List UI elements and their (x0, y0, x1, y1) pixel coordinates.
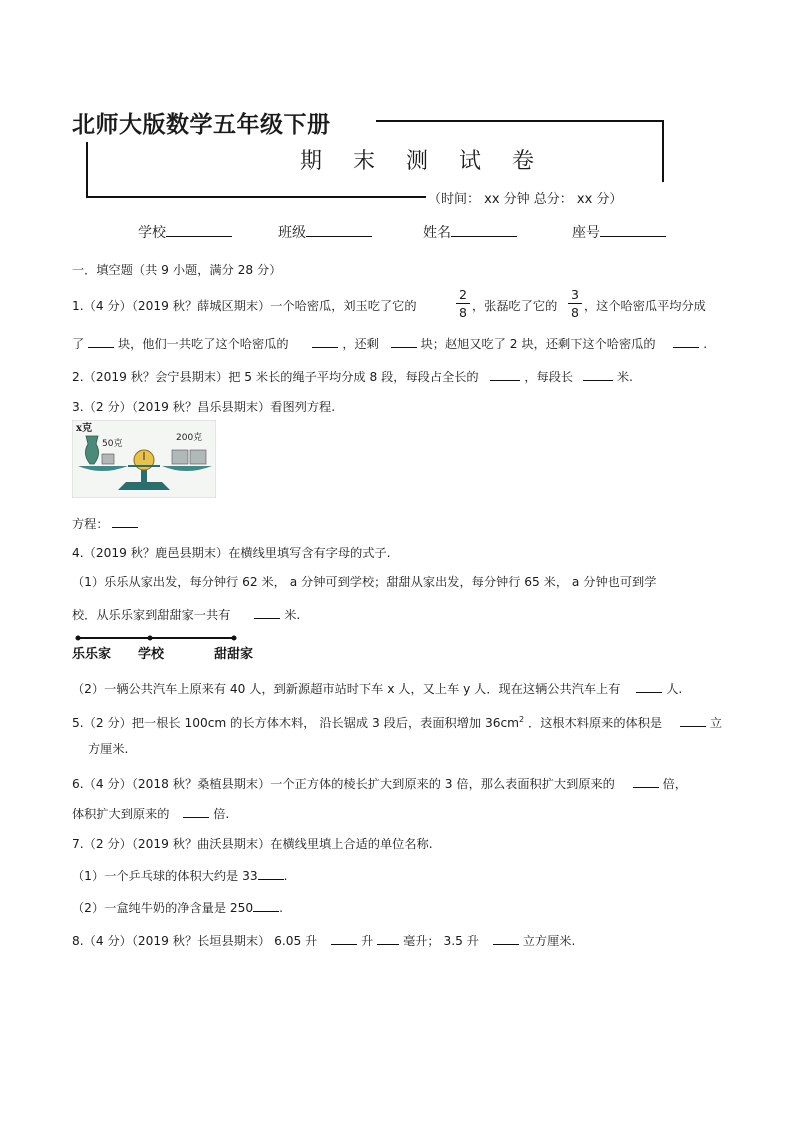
q3: 3.（2 分）（2019 秋？昌乐县期末）看图列方程. (72, 400, 336, 414)
q6-line2-b: 倍. (213, 807, 230, 821)
route-label-tiantian: 甜甜家 (214, 647, 254, 662)
q8-b: 升 (361, 934, 374, 948)
q4-2-b: 人. (666, 682, 683, 696)
q1-text-c: ，这个哈密瓜平均分成 (584, 299, 706, 313)
header-right-rule (662, 120, 664, 182)
field-seat-blank[interactable] (600, 222, 666, 237)
q1-fraction-2-numerator: 3 (571, 287, 579, 302)
q7-2 (72, 897, 283, 916)
q8-a: 8.（4 分）（2019 秋？长垣县期末） 6.05 升 (72, 934, 318, 948)
q7-1-a: （1）一个乒乓球的体积大约是 33 (72, 869, 258, 883)
q6-line2-a: 体积扩大到原来的 (72, 807, 170, 821)
field-school (138, 222, 232, 242)
q1-fraction-1-bar (456, 303, 470, 304)
q1-fraction-1 (456, 287, 470, 320)
q5 (72, 712, 722, 731)
section-heading: 一．填空题（共 9 小题，满分 28 分） (72, 263, 282, 277)
q2-text-b: ，每段长 (524, 370, 574, 384)
q1-fraction-2-denominator: 8 (571, 305, 579, 320)
q6-line2 (72, 803, 229, 822)
q5-b: ．这根木料原来的体积是 (528, 716, 663, 730)
q3-answer-label: 方程： (72, 517, 109, 531)
q7-2-b: . (279, 901, 284, 915)
q6-blank-2[interactable] (183, 803, 209, 818)
field-name (423, 222, 517, 242)
q7-2-a: （2）一盒纯牛奶的净含量是 250 (72, 901, 254, 915)
q4-1-line2-a: 校．从乐乐家到甜甜家一共有 (72, 608, 231, 622)
q8-blank-2[interactable] (377, 930, 399, 945)
q3-label-x: x克 (76, 423, 92, 434)
q2 (72, 366, 633, 385)
q6 (72, 773, 687, 792)
q3-answer (72, 513, 138, 532)
q1-line2-d: 块；赵旭又吃了 2 块，还剩下这个哈密瓜的 (420, 337, 656, 351)
q1-fraction-1-denominator: 8 (459, 305, 467, 320)
q8-blank-3[interactable] (493, 930, 519, 945)
q4-blank-2[interactable] (636, 678, 662, 693)
q5-blank[interactable] (680, 712, 706, 727)
q3-label-50: 50克 (102, 439, 123, 449)
q7: 7.（2 分）（2019 秋？曲沃县期末）在横线里填上合适的单位名称. (72, 837, 433, 851)
q1-line2-c: ，还剩 (342, 337, 379, 351)
q1-line2-a: 了 (72, 337, 85, 351)
q1-fraction-1-numerator: 2 (459, 287, 467, 302)
exam-title: 北师大版数学五年级下册 (72, 112, 331, 138)
q2-blank-2[interactable] (583, 366, 613, 381)
field-seat-label: 座号 (572, 225, 600, 241)
field-school-label: 学校 (138, 225, 166, 241)
field-name-label: 姓名 (423, 225, 451, 241)
q1-fraction-2-bar (568, 303, 582, 304)
q7-1 (72, 865, 287, 884)
q4-2 (72, 678, 682, 697)
q1-blank-4[interactable] (673, 333, 699, 348)
balance-scale-icon (72, 420, 216, 498)
q3-blank[interactable] (112, 513, 138, 528)
q6-blank-1[interactable] (633, 773, 659, 788)
q4-route-image (72, 630, 266, 664)
field-name-blank[interactable] (451, 222, 517, 237)
q1-fraction-2 (568, 287, 582, 320)
q1-line2 (72, 333, 707, 352)
q2-text-a: 2.（2019 秋？会宁县期末）把 5 米长的绳子平均分成 8 段，每段占全长的 (72, 370, 479, 384)
exam-subtitle: 期 末 测 试 卷 (300, 149, 546, 174)
q8-blank-1[interactable] (331, 930, 357, 945)
q1-text-b: ，张磊吃了它的 (472, 299, 558, 313)
field-class-blank[interactable] (306, 222, 372, 237)
exam-time-score: （时间： xx 分钟 总分： xx 分） (428, 192, 623, 207)
q5-a: 5.（2 分）把一根长 100cm 的长方体木料， 沿长锯成 3 段后，表面积增加 36cm (72, 716, 520, 730)
q4-1-line1: （1）乐乐从家出发，每分钟行 62 米， a 分钟可到学校；甜甜从家出发，每分钟行 65 米， a 分钟也可到学 (72, 575, 657, 589)
q1-blank-3[interactable] (391, 333, 417, 348)
q5-sup: 2 (519, 714, 525, 724)
route-label-school: 学校 (138, 647, 165, 662)
q4-1-line2 (72, 604, 300, 623)
header-top-rule (376, 120, 664, 122)
q4-2-a: （2）一辆公共汽车上原来有 40 人，到新源超市站时下车 x 人，又上车 y 人．现在这辆公共汽车上有 (72, 682, 621, 696)
q8-c: 毫升； 3.5 升 (403, 934, 479, 948)
q7-blank-2[interactable] (253, 897, 279, 912)
field-seat (572, 222, 666, 242)
field-class (278, 222, 372, 242)
q3-label-200: 200克 (176, 433, 203, 443)
q6-b: 倍， (662, 777, 687, 791)
header-bottom-rule (86, 196, 426, 198)
q4-1-line2-b: 米. (284, 608, 301, 622)
q5-line2: 方厘米. (88, 742, 129, 756)
q4-blank-1[interactable] (254, 604, 280, 619)
q5-c: 立 (709, 716, 723, 730)
q2-blank-1[interactable] (490, 366, 520, 381)
q4: 4.（2019 秋？鹿邑县期末）在横线里填写含有字母的式子. (72, 546, 391, 560)
q8-d: 立方厘米. (522, 934, 576, 948)
q1-blank-1[interactable] (88, 333, 114, 348)
q2-text-c: 米. (616, 370, 633, 384)
q1-blank-2[interactable] (312, 333, 338, 348)
header-left-rule (86, 142, 88, 198)
route-line-icon (72, 630, 266, 664)
route-label-lele: 乐乐家 (72, 647, 112, 662)
q8 (72, 930, 575, 949)
q6-a: 6.（4 分）（2018 秋？桑植县期末）一个正方体的棱长扩大到原来的 3 倍，那么表面积扩大到原来的 (72, 777, 615, 791)
field-school-blank[interactable] (166, 222, 232, 237)
q1-line2-e: . (703, 337, 708, 351)
q7-blank-1[interactable] (258, 865, 284, 880)
q7-1-b: . (283, 869, 288, 883)
q1-line2-b: 块，他们一共吃了这个哈密瓜的 (117, 337, 289, 351)
q1-text-a: 1.（4 分）（2019 秋？薛城区期末）一个哈密瓜，刘玉吃了它的 (72, 299, 417, 313)
q3-balance-image (72, 420, 216, 498)
field-class-label: 班级 (278, 225, 306, 241)
